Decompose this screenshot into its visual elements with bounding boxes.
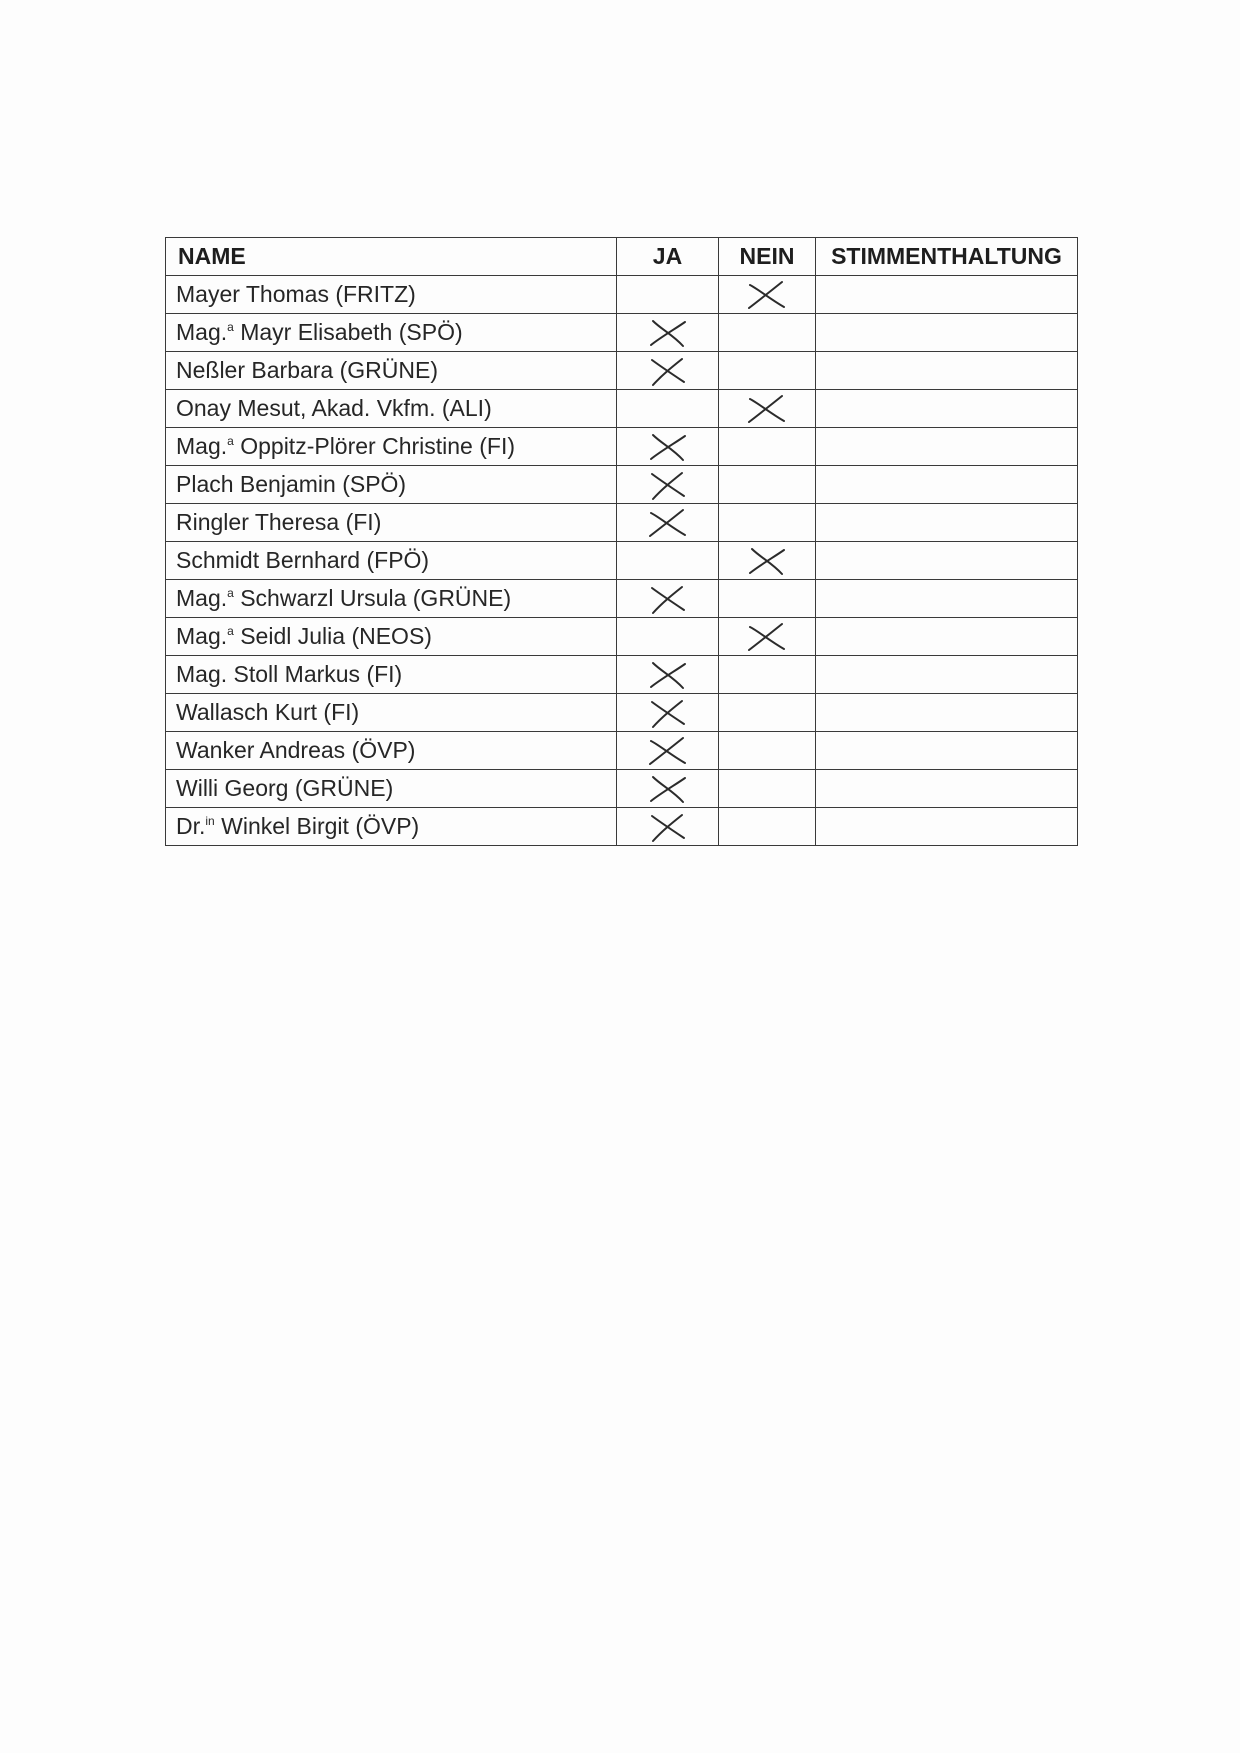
vote-cell-ja [617,314,719,352]
member-name: Plach Benjamin (SPÖ) [176,471,407,497]
member-name: Oppitz-Plörer Christine (FI) [233,433,515,459]
title-suffix: in [205,814,215,828]
academic-title: Mag. [176,585,228,611]
vote-cell-ja [617,276,719,314]
member-name-cell [166,466,617,504]
vote-cell-ja [617,694,719,732]
member-name-cell [166,504,617,542]
vote-cell-nein [719,808,816,846]
member-name-cell [166,352,617,390]
vote-cell-nein [719,352,816,390]
title-suffix: a [227,434,234,448]
table-row [166,504,1078,542]
title-suffix: a [227,624,234,638]
x-stroke-2 [749,624,782,650]
member-name-cell [166,732,617,770]
member-name-cell [166,314,617,352]
vote-cell-ja [617,390,719,428]
table-row [166,466,1078,504]
vote-cell-nein [719,542,816,580]
vote-cell-abstain [816,732,1078,770]
vote-cell-abstain [816,428,1078,466]
table-row [166,808,1078,846]
member-name: Schmidt Bernhard (FPÖ) [176,547,430,573]
vote-cell-nein [719,618,816,656]
member-name: Willi Georg (GRÜNE) [176,775,394,801]
member-name: Mayer Thomas (FRITZ) [176,281,416,307]
vote-cell-nein [719,466,816,504]
table-row [166,276,1078,314]
vote-table [165,237,1078,846]
member-name-cell [166,390,617,428]
handwritten-x-mark-icon [645,505,691,541]
handwritten-x-mark-icon [744,543,790,579]
vote-cell-abstain [816,656,1078,694]
vote-cell-abstain [816,808,1078,846]
table-row [166,618,1078,656]
vote-cell-abstain [816,504,1078,542]
member-name-cell [166,618,617,656]
vote-cell-ja [617,504,719,542]
member-name: Wanker Andreas (ÖVP) [176,737,416,763]
member-name: Mag. Stoll Markus (FI) [176,661,403,687]
table-row [166,694,1078,732]
handwritten-x-mark-icon [645,695,691,731]
academic-title: Mag. [176,433,228,459]
vote-cell-abstain [816,352,1078,390]
table-row [166,314,1078,352]
vote-cell-ja [617,352,719,390]
vote-cell-ja [617,428,719,466]
header-nein: NEIN [719,238,816,276]
vote-cell-abstain [816,276,1078,314]
member-name-cell [166,428,617,466]
academic-title: Mag. [176,319,228,345]
vote-cell-ja [617,808,719,846]
table-row [166,732,1078,770]
handwritten-x-mark-icon [645,429,691,465]
vote-cell-abstain [816,314,1078,352]
title-suffix: a [227,586,234,600]
header-ja: JA [617,238,719,276]
vote-cell-ja [617,656,719,694]
x-stroke-2 [650,738,683,764]
handwritten-x-mark-icon [744,277,790,313]
member-name: Wallasch Kurt (FI) [176,699,360,725]
title-suffix: a [227,320,234,334]
handwritten-x-mark-icon [645,467,691,503]
x-stroke-2 [749,282,782,308]
header-row [166,238,1078,276]
vote-cell-abstain [816,618,1078,656]
member-name: Schwarzl Ursula (GRÜNE) [233,585,512,611]
member-name-cell [166,276,617,314]
member-name-cell [166,542,617,580]
vote-cell-ja [617,618,719,656]
academic-title: Mag. [176,623,228,649]
vote-cell-abstain [816,542,1078,580]
table-row [166,428,1078,466]
academic-title: Dr. [176,813,206,839]
x-stroke-2 [749,396,782,422]
table-row [166,352,1078,390]
vote-cell-nein [719,656,816,694]
vote-cell-nein [719,770,816,808]
table-row [166,770,1078,808]
member-name: Neßler Barbara (GRÜNE) [176,357,438,383]
vote-cell-nein [719,732,816,770]
member-name-cell [166,580,617,618]
member-name-cell [166,656,617,694]
vote-cell-ja [617,580,719,618]
header-abstain: STIMMENTHALTUNG [816,238,1078,276]
member-name-cell [166,770,617,808]
vote-cell-abstain [816,390,1078,428]
vote-cell-abstain [816,694,1078,732]
vote-cell-nein [719,390,816,428]
member-name: Ringler Theresa (FI) [176,509,382,535]
vote-cell-nein [719,314,816,352]
table-row [166,656,1078,694]
vote-cell-ja [617,732,719,770]
handwritten-x-mark-icon [645,771,691,807]
vote-cell-nein [719,428,816,466]
handwritten-x-mark-icon [645,809,691,845]
handwritten-x-mark-icon [645,657,691,693]
handwritten-x-mark-icon [645,353,691,389]
vote-cell-abstain [816,580,1078,618]
table-row [166,580,1078,618]
member-name: Winkel Birgit (ÖVP) [214,813,420,839]
vote-cell-nein [719,694,816,732]
vote-cell-nein [719,504,816,542]
member-name-cell [166,808,617,846]
member-name: Onay Mesut, Akad. Vkfm. (ALI) [176,395,492,421]
vote-cell-nein [719,580,816,618]
handwritten-x-mark-icon [645,733,691,769]
header-name: NAME [166,238,617,276]
handwritten-x-mark-icon [744,619,790,655]
table-row [166,390,1078,428]
handwritten-x-mark-icon [645,315,691,351]
vote-cell-ja [617,542,719,580]
x-stroke-2 [650,510,683,536]
vote-cell-abstain [816,770,1078,808]
vote-cell-nein [719,276,816,314]
handwritten-x-mark-icon [744,391,790,427]
vote-cell-ja [617,770,719,808]
vote-cell-ja [617,466,719,504]
vote-cell-abstain [816,466,1078,504]
handwritten-x-mark-icon [645,581,691,617]
table-row [166,542,1078,580]
vote-rows [166,276,1078,846]
member-name-cell [166,694,617,732]
member-name: Mayr Elisabeth (SPÖ) [233,319,463,345]
member-name: Seidl Julia (NEOS) [233,623,432,649]
